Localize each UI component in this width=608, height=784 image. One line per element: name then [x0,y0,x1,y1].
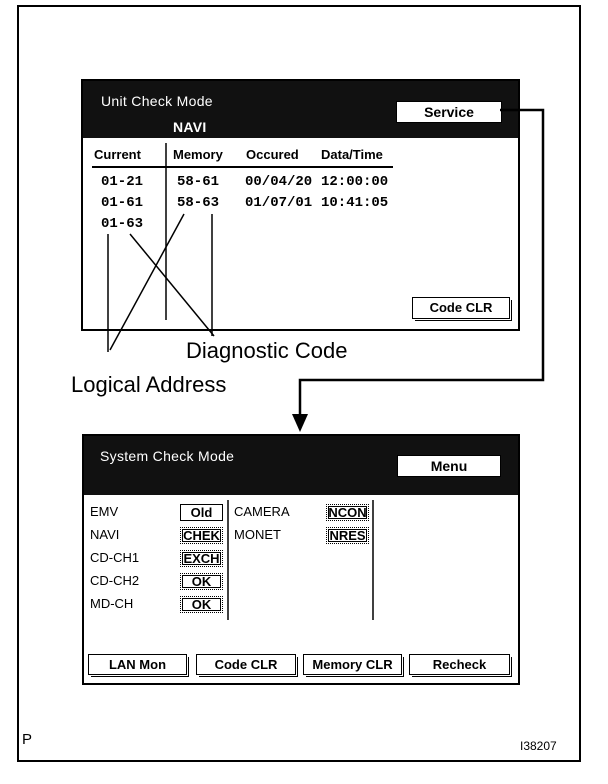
unit-check-title: Unit Check Mode [101,93,213,109]
diagnostic-code-leader-2 [130,234,214,336]
row1-occured: 00/04/20 [245,174,313,190]
row2-memory: 58-63 [177,195,220,211]
logical-address-label: Logical Address [71,372,227,397]
service-button[interactable]: Service [396,101,502,123]
item-mdch-label: MD-CH [90,596,134,611]
code-clr-button[interactable]: Code CLR [196,654,296,675]
row1-memory: 58-61 [177,174,220,190]
system-check-title: System Check Mode [100,448,235,464]
diagnostic-code-label: Diagnostic Code [186,338,348,363]
row3-current: 01-63 [101,216,144,232]
col-header-current: Current [94,147,141,162]
menu-button[interactable]: Menu [397,455,501,477]
unit-code-clr-button[interactable]: Code CLR [412,297,510,319]
row1-datetime: 12:00:00 [321,174,389,190]
item-camera-status: NCON [326,504,369,521]
col-header-datetime: Data/Time [321,147,383,162]
item-emv-label: EMV [90,504,119,519]
service-connector-arrowhead [292,414,308,432]
item-cdch2-status: OK [180,573,223,590]
row1-current: 01-21 [101,174,144,190]
item-monet-label: MONET [234,527,281,542]
service-connector [300,110,543,418]
logical-address-leader-2 [110,214,184,350]
item-cdch1-label: CD-CH1 [90,550,140,565]
item-emv-status: Old [180,504,223,521]
lan-mon-button[interactable]: LAN Mon [88,654,187,675]
item-navi-label: NAVI [90,527,120,542]
col-header-occured: Occured [246,147,299,162]
item-navi-status: CHEK [180,527,223,544]
row2-occured: 01/07/01 [245,195,313,211]
recheck-button[interactable]: Recheck [409,654,510,675]
row2-datetime: 10:41:05 [321,195,389,211]
item-mdch-status: OK [180,596,223,613]
figure-id: I38207 [520,739,557,753]
item-monet-status: NRES [326,527,369,544]
item-cdch1-status: EXCH [180,550,223,567]
row2-current: 01-61 [101,195,144,211]
corner-mark-p: P [22,731,33,748]
unit-check-subtitle: NAVI [173,119,207,135]
col-header-memory: Memory [173,147,223,162]
memory-clr-button[interactable]: Memory CLR [303,654,402,675]
item-cdch2-label: CD-CH2 [90,573,140,588]
item-camera-label: CAMERA [234,504,290,519]
